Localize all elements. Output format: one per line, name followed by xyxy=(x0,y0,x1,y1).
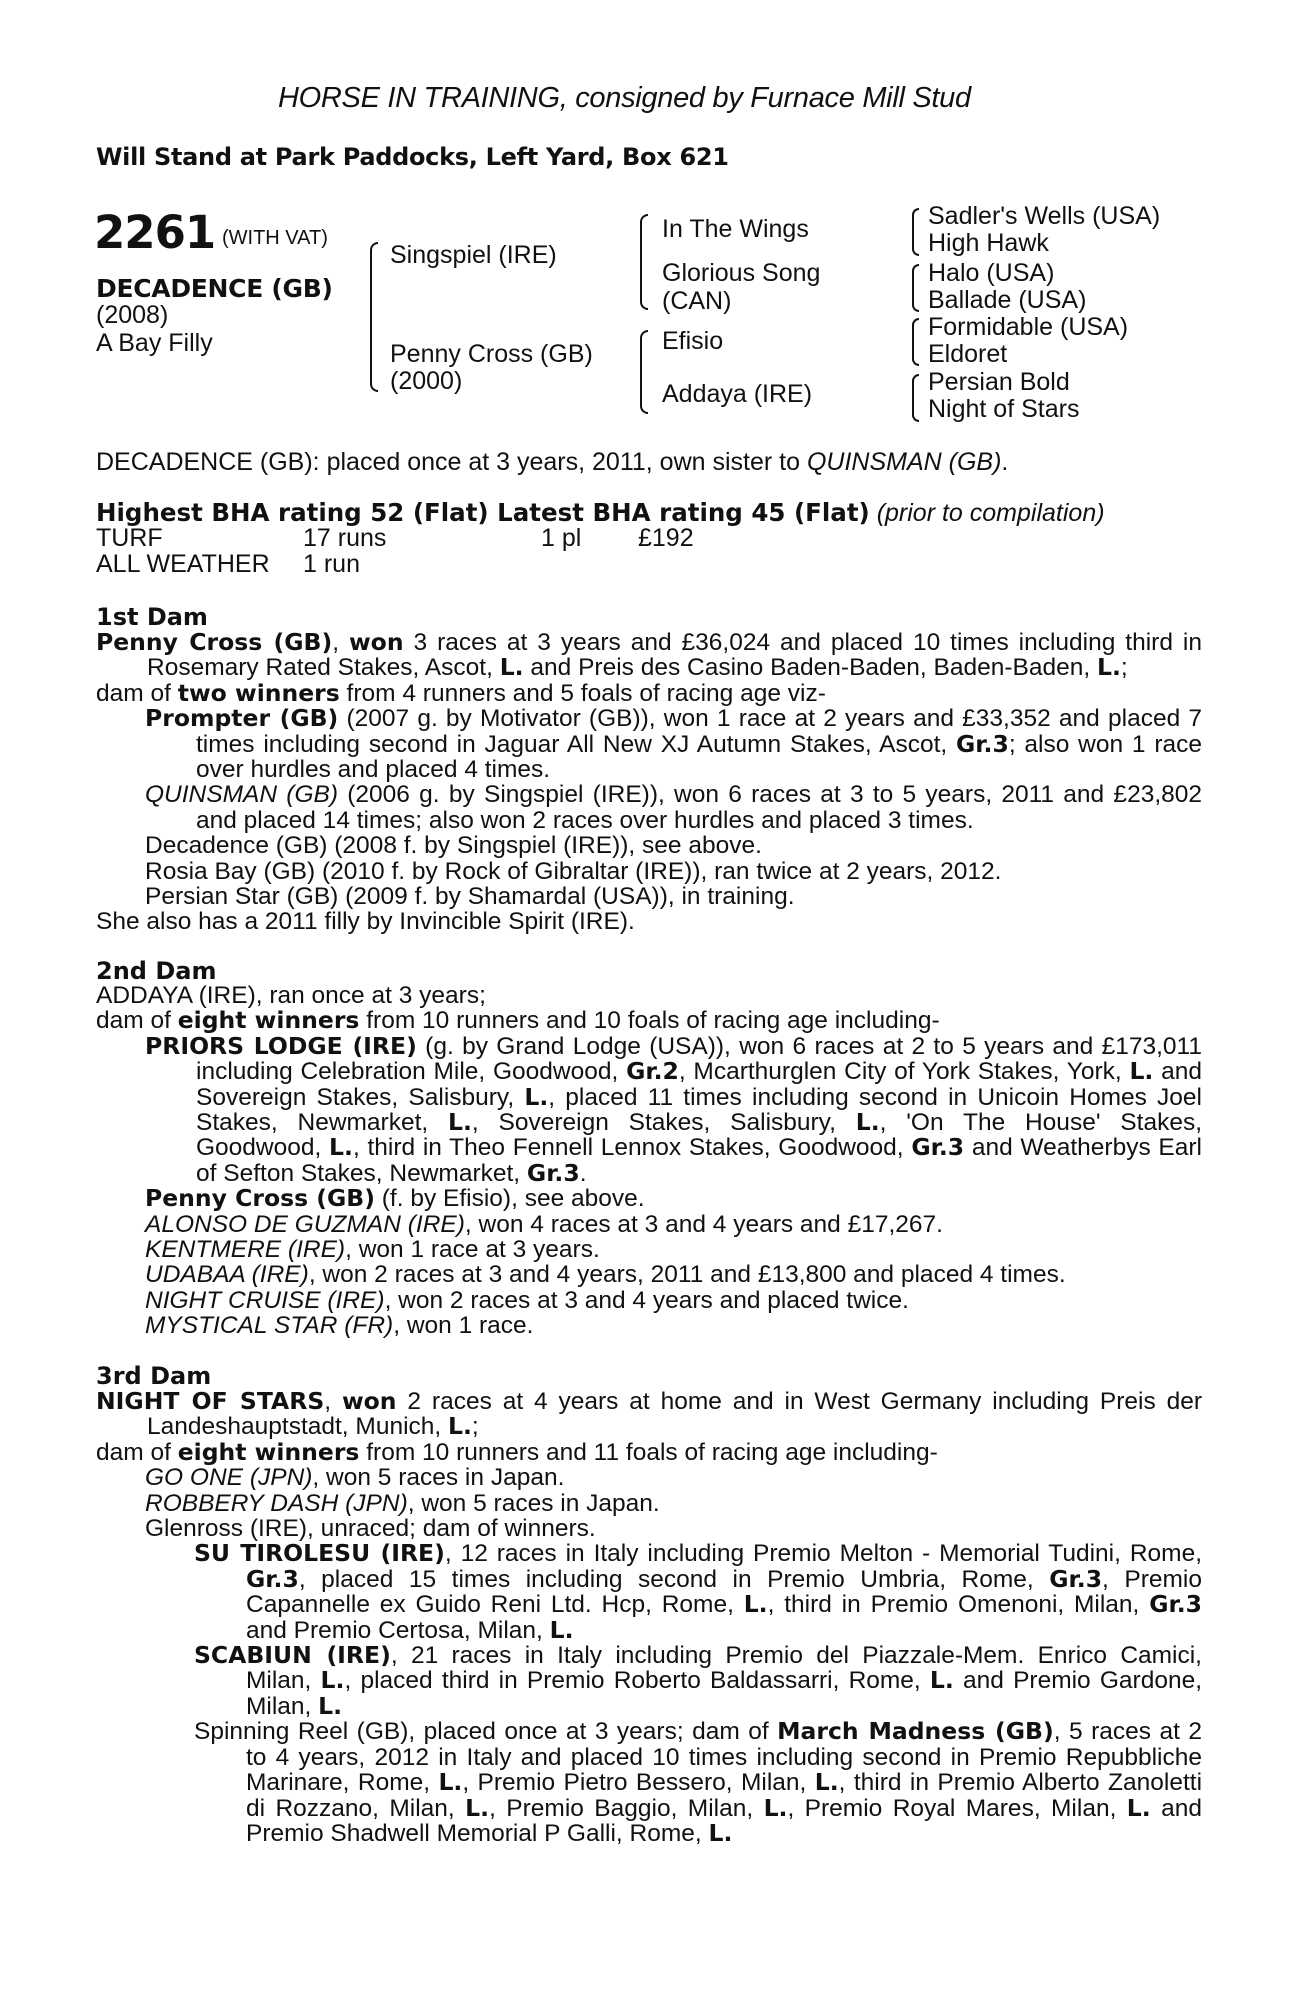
aw-label: ALL WEATHER xyxy=(96,550,270,578)
produce-robbery-dash: ROBBERY DASH (JPN), won 5 races in Japan. xyxy=(145,1489,660,1517)
turf-label: TURF xyxy=(96,524,163,552)
first-dam-section xyxy=(96,630,1202,935)
summary-line: DECADENCE (GB): placed once at 3 years, 2011, own sister to QUINSMAN (GB). xyxy=(96,448,1009,476)
produce-glenross: Glenross (IRE), unraced; dam of winners. xyxy=(145,1515,596,1543)
turf-runs: 17 runs xyxy=(303,524,387,552)
produce-go-one: GO ONE (JPN), won 5 races in Japan. xyxy=(145,1464,565,1492)
third-dam-produce-summary: dam of eight winners from 10 runners and 11 foals of racing age including- xyxy=(96,1437,938,1466)
second-dam-intro: ADDAYA (IRE), ran once at 3 years; xyxy=(96,982,486,1009)
third-dam-intro: NIGHT OF STARS, won 2 races at 4 years at home and in West Germany including Preis der Landeshauptstadt, Munich, L.; xyxy=(96,1387,1202,1441)
first-dam-heading: 1st Dam xyxy=(96,603,208,631)
horse-name: DECADENCE (GB) xyxy=(96,274,333,303)
produce-su-tirolesu: SU TIROLESU (IRE), 12 races in Italy including Premio Melton - Memorial Tudini, Rome, Gr.3, placed 15 times including second in Premio Umbria, Rome, Gr.3, Premio Capannelle ex Guido Reni Ltd. Hcp, Rome, L., third in Premio Omenoni, Milan, Gr.3 and Premio Certosa, Milan, L. xyxy=(194,1539,1203,1644)
pedigree-ssd: High Hawk xyxy=(928,229,1049,257)
second-dam-produce-summary: dam of eight winners from 10 runners and 10 foals of racing age including- xyxy=(96,1006,940,1035)
turf-prize: £192 xyxy=(638,524,694,552)
first-dam-produce-summary: dam of two winners from 4 runners and 5 foals of racing age viz- xyxy=(96,678,826,707)
lot-number: 2261 xyxy=(94,206,216,259)
pedigree-sire-dam-country: (CAN) xyxy=(662,287,732,315)
third-dam-section xyxy=(96,1389,1202,1846)
pedigree-sire-sire: In The Wings xyxy=(662,215,809,243)
pedigree-dsd: Eldoret xyxy=(928,340,1008,368)
produce-kentmere: KENTMERE (IRE), won 1 race at 3 years. xyxy=(145,1236,600,1264)
bha-rating: Highest BHA rating 52 (Flat) Latest BHA rating 45 (Flat) (prior to compilation) xyxy=(96,498,1105,527)
pedigree-sss: Sadler's Wells (USA) xyxy=(928,202,1161,230)
horse-description: A Bay Filly xyxy=(96,329,213,357)
second-dam-heading: 2nd Dam xyxy=(96,957,217,985)
vat-label: (WITH VAT) xyxy=(222,227,328,249)
second-dam-section xyxy=(96,983,1202,1339)
pedigree-dam-sire: Efisio xyxy=(662,327,724,355)
produce-night-cruise: NIGHT CRUISE (IRE), won 2 races at 3 and 4 years and placed twice. xyxy=(145,1286,909,1314)
produce-priors-lodge: PRIORS LODGE (IRE) (g. by Grand Lodge (USA)), won 6 races at 2 to 5 years and £173,011 including Celebration Mile, Goodwood, Gr.2, Mcarthurglen City of York Stakes, York, L. and Sovereign Stakes, Salisbury, L., placed 11 times including second in Unicoin Homes Joel Stakes, Newmarket, L., Sovereign Stakes, Salisbury, L., 'On The House' Stakes, Goodwood, L., third in Theo Fennell Lennox Stakes, Goodwood, Gr.3 and Weatherbys Earl of Sefton Stakes, Newmarket, Gr.3. xyxy=(145,1031,1203,1187)
produce-decadence: Decadence (GB) (2008 f. by Singspiel (IRE)), see above. xyxy=(145,832,762,860)
pedigree-sds: Halo (USA) xyxy=(928,259,1055,287)
pedigree-dam: Penny Cross (GB) xyxy=(390,340,593,368)
produce-spinning-reel: Spinning Reel (GB), placed once at 3 years; dam of March Madness (GB), 5 races at 2 to 4 years, 2012 in Italy and placed 10 times including second in Premio Repubbliche Marinare, Rome, L., Premio Pietro Bessero, Milan, L., third in Premio Alberto Zanoletti di Rozzano, Milan, L., Premio Baggio, Milan, L., Premio Royal Mares, Milan, L. and Premio Shadwell Memorial P Galli, Rome, L. xyxy=(194,1717,1203,1847)
produce-udabaa: UDABAA (IRE), won 2 races at 3 and 4 years, 2011 and £13,800 and placed 4 times. xyxy=(145,1261,1066,1289)
turf-placed: 1 pl xyxy=(541,524,582,552)
produce-persian-star: Persian Star (GB) (2009 f. by Shamardal (USA)), in training. xyxy=(145,883,795,911)
pedigree-dds: Persian Bold xyxy=(928,368,1070,396)
produce-scabiun: SCABIUN (IRE), 21 races in Italy including Premio del Piazzale-Mem. Enrico Camici, Milan, L., placed third in Premio Roberto Baldassarri, Rome, L. and Premio Gardone, Milan, L. xyxy=(194,1641,1203,1720)
produce-quinsman: QUINSMAN (GB) (2006 g. by Singspiel (IRE)), won 6 races at 3 to 5 years, 2011 and £23,802 and placed 14 times; also won 2 races over hurdles and placed 3 times. xyxy=(145,781,1202,834)
produce-rosia-bay: Rosia Bay (GB) (2010 f. by Rock of Gibraltar (IRE)), ran twice at 2 years, 2012. xyxy=(145,857,1002,885)
pedigree-sdd: Ballade (USA) xyxy=(928,286,1087,314)
stand-location: Will Stand at Park Paddocks, Left Yard, Box 621 xyxy=(96,143,729,171)
first-dam-intro: Penny Cross (GB), won 3 races at 3 years and £36,024 and placed 10 times including third in Rosemary Rated Stakes, Ascot, L. and Preis des Casino Baden-Baden, Baden-Baden, L.; xyxy=(96,628,1202,682)
third-dam-heading: 3rd Dam xyxy=(96,1362,212,1390)
foaling-year: (2008) xyxy=(96,301,169,329)
pedigree-dam-dam: Addaya (IRE) xyxy=(662,380,813,408)
pedigree-dss: Formidable (USA) xyxy=(928,313,1129,341)
produce-penny-cross: Penny Cross (GB) (f. by Efisio), see above. xyxy=(145,1184,645,1213)
pedigree-ddd: Night of Stars xyxy=(928,395,1080,423)
produce-alonso: ALONSO DE GUZMAN (IRE), won 4 races at 3 and 4 years and £17,267. xyxy=(145,1210,943,1238)
produce-prompter: Prompter (GB) (2007 g. by Motivator (GB)), won 1 race at 2 years and £33,352 and placed 7 times including second in Jaguar All New XJ Autumn Stakes, Ascot, Gr.3; also won 1 race over hurdles and placed 4 times. xyxy=(145,704,1203,784)
page-title: HORSE IN TRAINING, consigned by Furnace Mill Stud xyxy=(278,82,971,114)
pedigree-sire: Singspiel (IRE) xyxy=(390,241,557,269)
pedigree-sire-dam: Glorious Song xyxy=(662,259,821,287)
first-dam-also: She also has a 2011 filly by Invincible Spirit (IRE). xyxy=(96,908,635,936)
pedigree-dam-year: (2000) xyxy=(390,367,463,395)
produce-mystical-star: MYSTICAL STAR (FR), won 1 race. xyxy=(145,1312,534,1340)
aw-runs: 1 run xyxy=(303,550,360,578)
